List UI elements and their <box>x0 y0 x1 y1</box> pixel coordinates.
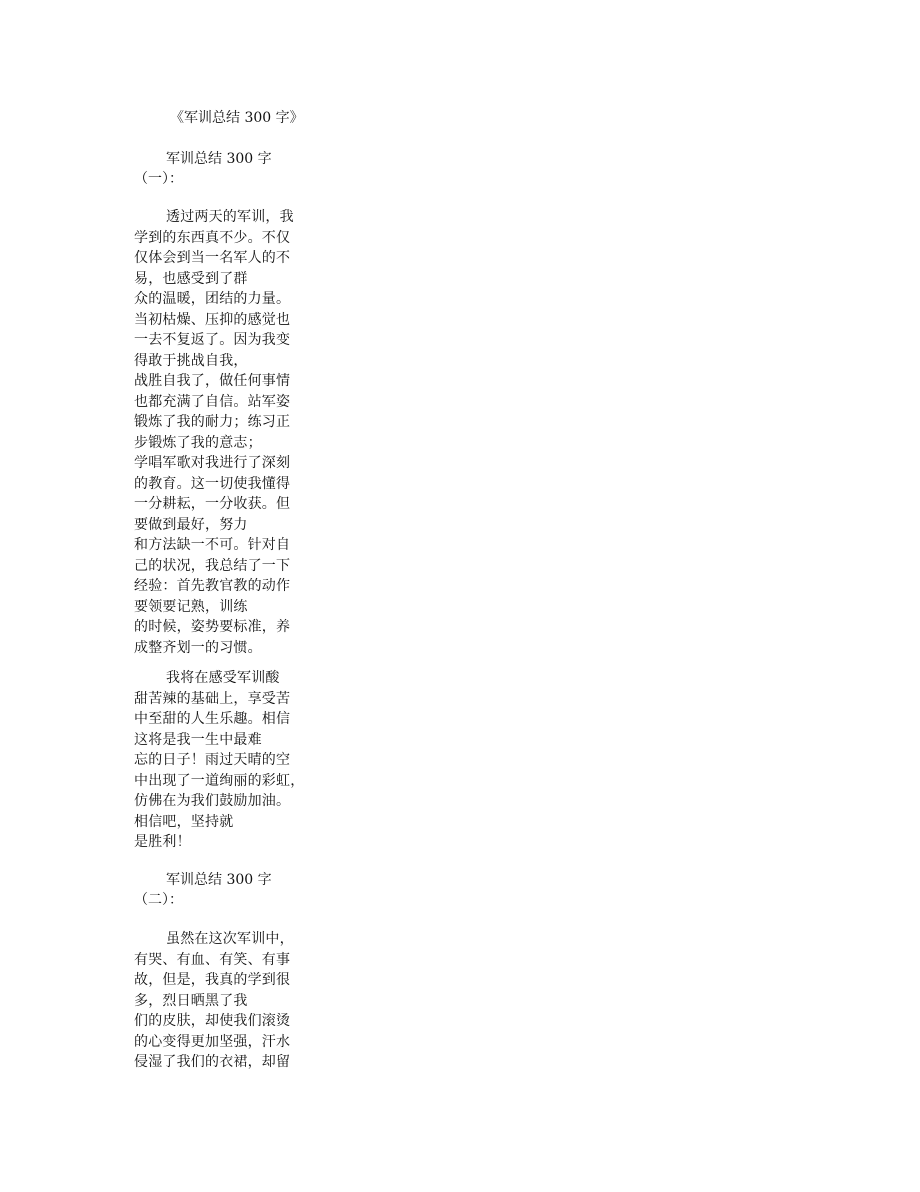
text-line: 的教育。这一切使我懂得 <box>134 475 291 492</box>
text-line: 锻炼了我的耐力；练习正 <box>134 414 291 430</box>
text-line: 和方法缺一不可。针对自 <box>134 537 291 553</box>
text-line: 仿佛在为我们鼓励加油。 <box>134 793 291 809</box>
text-line: 甜苦辣的基础上，享受苦 <box>134 690 291 707</box>
section-1-heading-number: （一）： <box>134 171 183 187</box>
text-line: 相信吧，坚持就 <box>134 813 234 830</box>
text-line: 学到的东西真不少。不仅 <box>134 229 291 246</box>
section-2-heading <box>134 870 272 910</box>
section-1-heading <box>134 149 272 189</box>
document-title: 《军训总结 300 字》 <box>170 110 304 126</box>
text-line: 得敢于挑战自我， <box>134 352 248 369</box>
section-2-heading-title: 军训总结 300 字 <box>166 872 272 888</box>
text-line: 是胜利！ <box>134 834 191 850</box>
text-line: 的心变得更加坚强，汗水 <box>134 1033 291 1050</box>
text-line: 们的皮肤，却使我们滚烫 <box>134 1013 291 1029</box>
text-line: 己的状况，我总结了一下 <box>134 557 291 574</box>
text-line: 有哭、有血、有笑、有事 <box>134 951 291 968</box>
text-line: 也都充满了自信。站军姿 <box>134 393 291 410</box>
section-2-paragraph-1 <box>134 929 314 1073</box>
text-line: 战胜自我了，做任何事情 <box>134 373 291 389</box>
text-line: 透过两天的军训，我 <box>166 209 294 225</box>
text-line: 虽然在这次军训中， <box>166 931 294 947</box>
section-1-heading-title: 军训总结 300 字 <box>166 151 272 167</box>
text-line: 当初枯燥、压抑的感觉也 <box>134 311 291 328</box>
text-line: 中出现了一道绚丽的彩虹， <box>134 772 305 789</box>
text-line: 成整齐划一的习惯。 <box>134 639 262 656</box>
text-line: 经验：首先教官教的动作 <box>134 578 291 594</box>
text-line: 要做到最好，努力 <box>134 516 248 533</box>
text-line: 故，但是，我真的学到很 <box>134 972 291 988</box>
text-line: 多，烈日晒黑了我 <box>134 992 248 1009</box>
section-2-heading-number: （二）： <box>134 892 183 908</box>
section-1-paragraph-1 <box>134 207 314 658</box>
text-line: 中至甜的人生乐趣。相信 <box>134 711 291 727</box>
text-line: 仅体会到当一名军人的不 <box>134 250 291 266</box>
text-line: 一去不复返了。因为我变 <box>134 332 291 348</box>
text-line: 众的温暖，团结的力量。 <box>134 291 291 307</box>
text-line: 侵湿了我们的衣裙，却留 <box>134 1054 291 1070</box>
text-line: 要领要记熟，训练 <box>134 598 248 615</box>
text-line: 忘的日子！雨过天晴的空 <box>134 752 291 768</box>
text-line: 一分耕耘，一分收获。但 <box>134 496 291 512</box>
text-line: 这将是我一生中最难 <box>134 731 262 748</box>
text-line: 我将在感受军训酸 <box>166 670 280 686</box>
text-line: 易，也感受到了群 <box>134 270 248 287</box>
text-line: 学唱军歌对我进行了深刻 <box>134 455 291 471</box>
text-line: 步锻炼了我的意志； <box>134 434 262 451</box>
section-1-paragraph-2 <box>134 668 314 853</box>
text-line: 的时候，姿势要标准，养 <box>134 619 291 635</box>
